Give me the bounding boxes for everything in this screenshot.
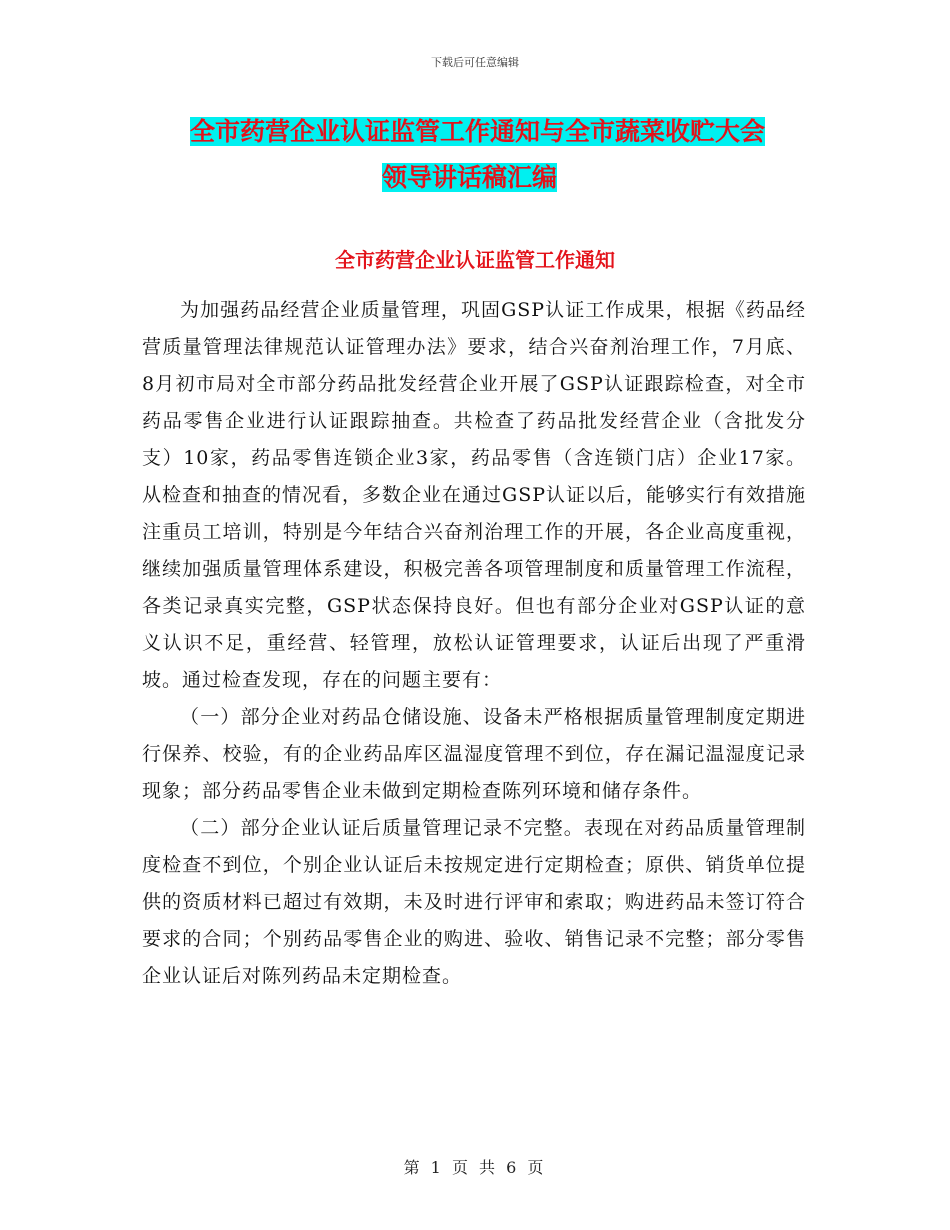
- document-title-line-1: [190, 109, 810, 155]
- body-text: [142, 292, 806, 995]
- paragraph-3: （二）部分企业认证后质量管理记录不完整。表现在对药品质量管理制度检查不到位，个别企业认证后未按规定进行定期检查；原供、销货单位提供的资质材料已超过有效期，未及时进行评审和索取；购进药品未签订符合要求的合同；个别药品零售企业的购进、验收、销售记录不完整；部分零售企业认证后对陈列药品未定期检查。: [142, 817, 806, 987]
- document-title: [190, 109, 810, 201]
- section-title: 全市药营企业认证监管工作通知: [335, 248, 615, 272]
- paragraph-1: 为加强药品经营企业质量管理，巩固GSP认证工作成果，根据《药品经营质量管理法律规范认证管理办法》要求，结合兴奋剂治理工作，7月底、8月初市局对全市部分药品批发经营企业开展了GSP认证跟踪检查，对全市药品零售企业进行认证跟踪抽查。共检查了药品批发经营企业（含批发分支）10家，药品零售连锁企业3家，药品零售（含连锁门店）企业17家。从检查和抽查的情况看，多数企业在通过GSP认证以后，能够实行有效措施注重员工培训，特别是今年结合兴奋剂治理工作的开展，各企业高度重视，继续加强质量管理体系建设，积极完善各项管理制度和质量管理工作流程，各类记录真实完整，GSP状态保持良好。但也有部分企业对GSP认证的意义认识不足，重经营、轻管理，放松认证管理要求，认证后出现了严重滑坡。通过检查发现，存在的问题主要有：: [142, 299, 806, 691]
- page-number: 第 1 页 共 6 页: [403, 1158, 547, 1177]
- document-title-line-2: [190, 155, 810, 201]
- paragraph-2: （一）部分企业对药品仓储设施、设备未严格根据质量管理制度定期进行保养、校验，有的企业药品库区温湿度管理不到位，存在漏记温湿度记录现象；部分药品零售企业未做到定期检查陈列环境和储存条件。: [142, 706, 806, 802]
- title-highlight-1: 全市药营企业认证监管工作通知与全市蔬菜收贮大会: [190, 117, 766, 146]
- title-highlight-2: 领导讲话稿汇编: [382, 163, 558, 192]
- header-note: 下载后可任意编辑: [431, 56, 519, 69]
